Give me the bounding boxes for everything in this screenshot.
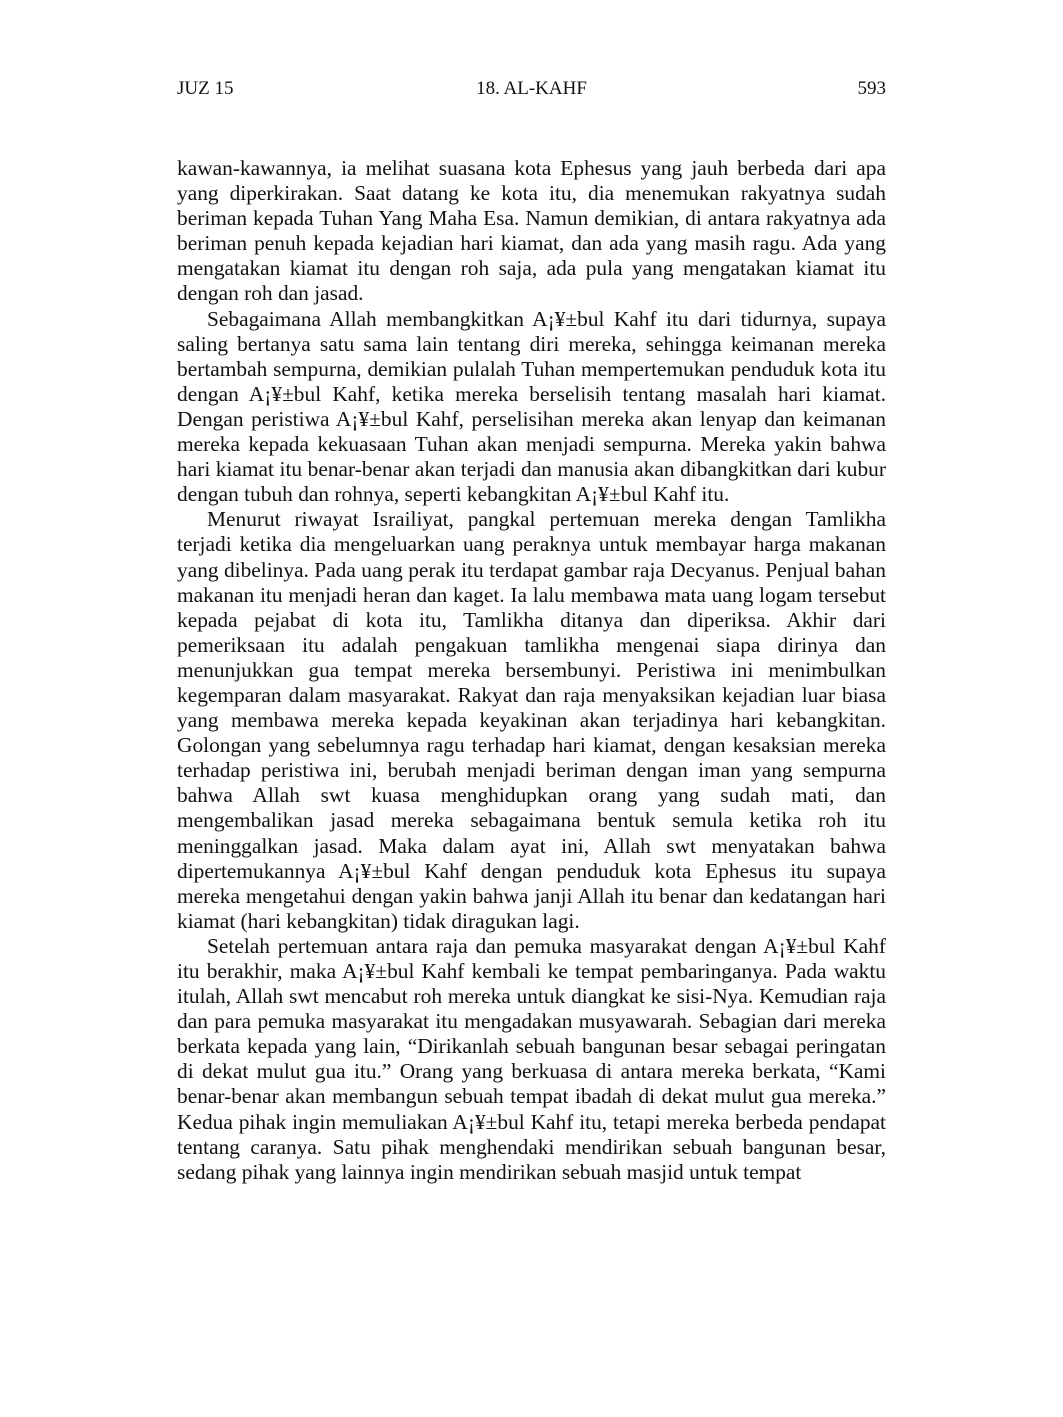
juz-label: JUZ 15 bbox=[177, 78, 234, 99]
page-number: 593 bbox=[857, 78, 886, 99]
paragraph-continuation: kawan-kawannya, ia melihat suasana kota Ephesus yang jauh berbeda dari apa yang diperkirakan. Saat datang ke kota itu, dia menemukan rakyatnya sudah beriman kepada Tuhan Yang Maha Esa. Namun demikian, di antara rakyatnya ada beriman penuh kepada kejadian hari kiamat, dan ada yang masih ragu. Ada yang mengatakan kiamat itu dengan roh saja, ada pula yang mengatakan kiamat itu dengan roh dan jasad. bbox=[177, 156, 886, 306]
paragraph: Menurut riwayat Israiliyat, pangkal pertemuan mereka dengan Tamlikha terjadi ketika dia mengeluarkan uang peraknya untuk membayar harga makanan yang dibelinya. Pada uang perak itu terdapat gambar raja Decyanus. Penjual bahan makanan itu menjadi heran dan kaget. Ia lalu membawa mata uang logam tersebut kepada pejabat di kota itu, Tamlikha ditanya dan diperiksa. Akhir dari pemeriksaan itu adalah pengakuan tamlikha mengenai siapa dirinya dan menunjukkan gua tempat mereka bersembunyi. Peristiwa ini menimbulkan kegemparan dalam masyarakat. Rakyat dan raja menyaksikan kejadian luar biasa yang membawa mereka kepada keyakinan akan terjadinya hari kebangkitan. Golongan yang sebelumnya ragu terhadap hari kiamat, dengan kesaksian mereka terhadap peristiwa ini, berubah menjadi beriman dengan iman yang sempurna bahwa Allah swt kuasa menghidupkan orang yang sudah mati, dan mengembalikan jasad mereka sebagaimana bentuk semula ketika roh itu meninggalkan jasad. Maka dalam ayat ini, Allah swt menyatakan bahwa dipertemukannya A¡¥±bul Kahf dengan penduduk kota Ephesus itu supaya mereka mengetahui dengan yakin bahwa janji Allah itu benar dan kedatangan hari kiamat (hari kebangkitan) tidak diragukan lagi. bbox=[177, 507, 886, 933]
running-header bbox=[177, 76, 886, 102]
surah-title: 18. AL-KAHF bbox=[476, 78, 587, 99]
body-text bbox=[177, 156, 886, 1185]
paragraph: Sebagaimana Allah membangkitkan A¡¥±bul Kahf itu dari tidurnya, supaya saling bertanya satu sama lain tentang diri mereka, sehingga keimanan mereka bertambah sempurna, demikian pulalah Tuhan mempertemukan penduduk kota itu dengan A¡¥±bul Kahf, ketika mereka berselisih tentang masalah hari kiamat. Dengan peristiwa A¡¥±bul Kahf, perselisihan mereka akan lenyap dan keimanan mereka kepada kekuasaan Tuhan akan menjadi sempurna. Mereka yakin bahwa hari kiamat itu benar-benar akan terjadi dan manusia akan dibangkitkan dari kubur dengan tubuh dan rohnya, seperti kebangkitan A¡¥±bul Kahf itu. bbox=[177, 306, 886, 507]
paragraph: Setelah pertemuan antara raja dan pemuka masyarakat dengan A¡¥±bul Kahf itu berakhir, maka A¡¥±bul Kahf kembali ke tempat pembaringanya. Pada waktu itulah, Allah swt mencabut roh mereka untuk diangkat ke sisi-Nya. Kemudian raja dan para pemuka masyarakat itu mengadakan musyawarah. Sebagian dari mereka berkata kepada yang lain, “Dirikanlah sebuah bangunan besar sebagai peringatan di dekat mulut gua itu.” Orang yang berkuasa di antara mereka berkata, “Kami benar-benar akan membangun sebuah tempat ibadah di dekat mulut gua mereka.” Kedua pihak ingin memuliakan A¡¥±bul Kahf itu, tetapi mereka berbeda pendapat tentang caranya. Satu pihak menghendaki mendirikan sebuah bangunan besar, sedang pihak yang lainnya ingin mendirikan sebuah masjid untuk tempat bbox=[177, 933, 886, 1184]
